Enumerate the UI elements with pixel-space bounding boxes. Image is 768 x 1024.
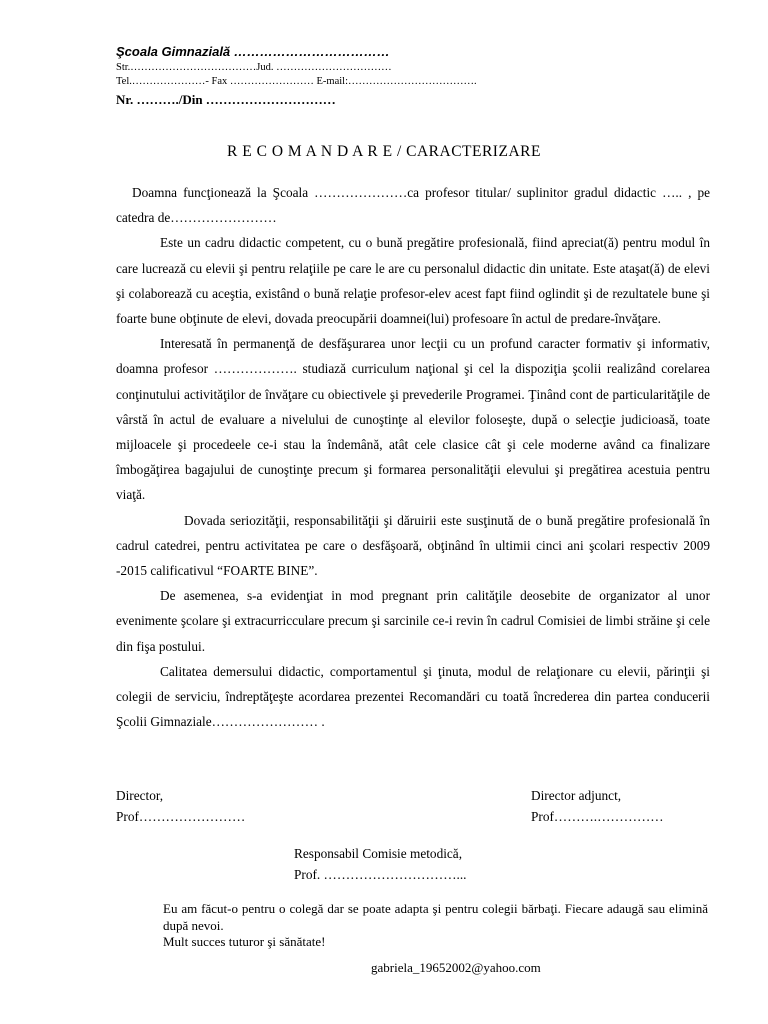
committee-prof: Prof. …………………………... [294,867,467,882]
paragraph-conclusion: Calitatea demersului didactic, comportamentul şi ţinuta, modul de relaţionare cu elevii, părinţii şi colegii de serviciu, îndreptăţeşte acordarea prezentei Recomandări cu toată încrederea din partea conducerii Şcolii Gimnaziale…………………… . [116,663,710,730]
address-line: Str.………………………………Jud. …………………………… [116,62,392,73]
paragraph-position: Doamna funcţionează la Şcoala …………………ca profesor titular/ suplinitor gradul didactic ….. , pe catedra de…………………… [116,185,710,226]
contact-line: Tel.…………………- Fax …………………… E-mail:………………………………. [116,76,477,87]
director-signature [116,785,245,827]
document-body [116,180,710,734]
author-email: gabriela_19652002@yahoo.com [371,960,541,975]
director-prof: Prof…………………… [116,809,246,824]
committee-label: Responsabil Comisie metodică, [294,846,463,861]
school-name: Şcoala Gimnazială ……………………………… [116,44,390,59]
paragraph-competence: Este un cadru didactic competent, cu o bună pregătire profesională, fiind apreciat(ă) pentru modul în care lucrează cu elevii şi pentru relaţiile pe care le are cu personalul didactic din unitate. Este ataşat(ă) de elevi şi colaborează cu aceştia, existând o bună relaţie profesor-elev acest fapt fiind oglindit şi de rezultatele bune şi foarte bune obţinute de elevi, dovada preocupării doamnei(lui) profesoare în actul de predare-învăţare. [116,235,710,327]
deputy-director-prof: Prof……….…………… [531,809,664,824]
registration-number: Nr. ………./Din ………………………… [116,92,336,107]
paragraph-qualification: Dovada seriozităţii, responsabilităţii şi dăruirii este susţinută de o bună pregătire profesională în cadrul catedrei, pentru activitatea pe care o desfăşoară, obţinând în ultimii cinci ani şcolari respectiv 2009 -2015 calificativul “FOARTE BINE”. [116,512,710,579]
deputy-director-signature [531,785,664,827]
paragraph-teaching: Interesată în permanenţă de desfăşurarea unor lecţii cu un profund caracter formativ şi informativ, doamna profesor ………………. studiază curriculum naţional şi cel la dispoziţia şcolii realizând corelarea conţinutului activităţilor de învăţare cu obiectivele şi prevederile Programei. Ţinând cont de particularităţile de vârstă în actul de evaluare a nivelului de cunoştinţe al elevilor foloseşte, după o selecţie judicioasă, toate mijloacele şi procedeele ce-i stau la îndemână, atât cele clasice cât şi cele moderne având ca finalizare îmbogăţirea bagajului de cunoştinţe precum şi formarea personalităţii elevului şi pregătirea acestuia pentru viaţă. [116,336,710,503]
deputy-director-label: Director adjunct, [531,788,622,803]
author-note [163,901,708,951]
director-label: Director, [116,788,164,803]
paragraph-organizer: De asemenea, s-a evidenţiat in mod pregnant prin calităţile deosebite de organizator al unor evenimente şcolare şi extracurricculare precum şi sarcinile ce-i revin în cadrul Comisiei de limbi străine şi cele din fişa postului. [116,588,710,654]
document-title: R E C O M A N D A R E / CARACTERIZARE [227,143,541,160]
committee-signature [294,843,467,885]
note-line-2: Mult succes tuturor şi sănătate! [163,934,326,949]
note-line-1: Eu am făcut-o pentru o colegă dar se poate adapta şi pentru colegii bărbaţi. Fiecare adaugă sau elimină după nevoi. [163,901,708,933]
